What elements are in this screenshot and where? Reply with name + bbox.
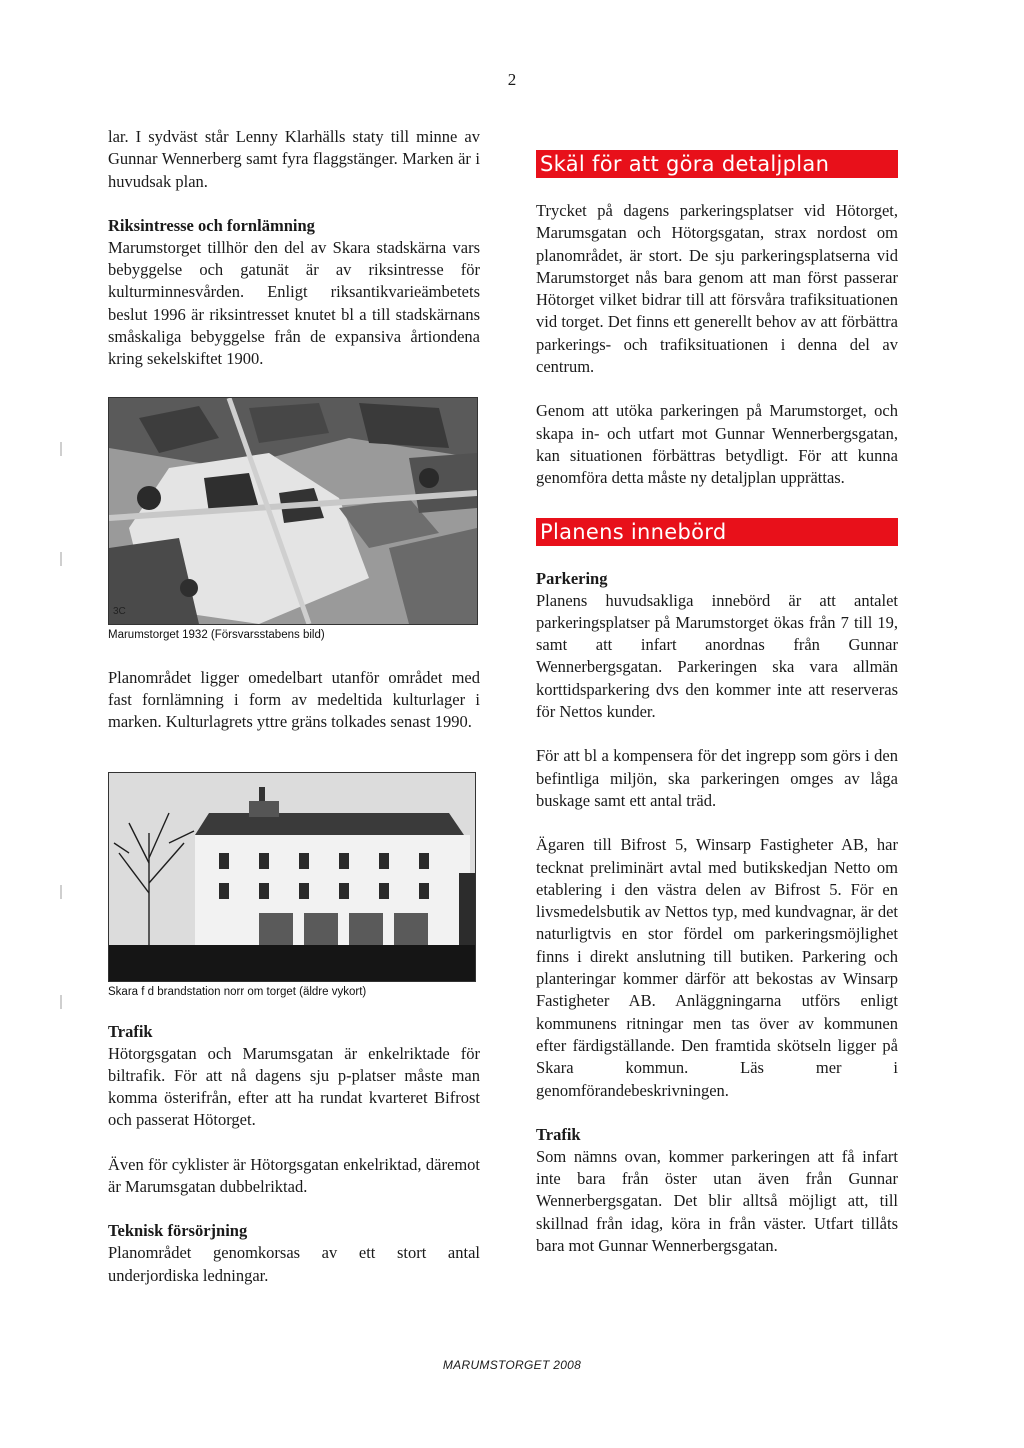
riksintresse-heading: Riksintresse och fornlämning bbox=[108, 215, 315, 235]
intro-paragraph: lar. I sydväst står Lenny Klarhälls staty till minne av Gunnar Wennerberg samt fyra flaggstänger. Marken är i huvudsak plan. bbox=[108, 127, 480, 191]
trafik-heading-right: Trafik bbox=[536, 1124, 581, 1144]
photo2-caption: Skara f d brandstation norr om torget (äldre vykort) bbox=[108, 985, 367, 998]
skal-paragraph-2: Genom att utöka parkeringen på Marumstorget, och skapa in- och utfart mot Gunnar Wennerbergsgatan, kan situationen förbättras betydligt. För att kunna genomföra detta måste ny detaljplan upprättas. bbox=[536, 401, 898, 488]
parkering-paragraph-2: För att bl a kompensera för det ingrepp som görs i den befintliga miljön, ska parkeringen omges av låga buskage samt ett antal träd. bbox=[536, 746, 898, 810]
riksintresse-paragraph: Marumstorget tillhör den del av Skara stadskärna vars bebyggelse och gatunät är av riksintresse för kulturminnesvården. Enligt riksantikvarieämbetets beslut 1996 är riksintresset knutet bl a till stadskärnans småskaliga bebyggelse från de expansiva årtiondena kring sekelskiftet 1900. bbox=[108, 237, 480, 369]
trafik-paragraph-right: Som nämns ovan, kommer parkeringen att få infart inte bara från öster utan även från Gunnar Wennerbergsgatan. Det blir alltså möjligt att, till skillnad från idag, köra in från väster. Utfart tillåts bara mot Gunnar Wennerbergsgatan. bbox=[536, 1146, 898, 1255]
parkering-heading: Parkering bbox=[536, 568, 608, 588]
footer-title: MARUMSTORGET 2008 bbox=[442, 1358, 582, 1372]
right-column bbox=[536, 150, 898, 1257]
banner-skal: Skäl för att göra detaljplan bbox=[536, 150, 898, 178]
parkering-paragraph-3: Ägaren till Bifrost 5, Winsarp Fastigheter AB, har tecknat preliminärt avtal med butikskedjan Netto om etablering i den västra delen av Bifrost 5. För en livsmedelsbutik av Nettos typ, med kundvagnar, är det naturligtvis en stor fördel om parkeringsmöjlighet finns i direkt anslutning till butiken. Parkering och planteringar kommer därför att bekostas av Winsarp Fastigheter AB. Anläggningarna utförs enligt kommunens ritningar men tas över av kommunen efter färdigställande. Den framtida skötseln ligger på Skara kommun. Läs mer i genomförandebeskrivningen. bbox=[536, 835, 898, 1100]
trafik-heading-left: Trafik bbox=[108, 1021, 153, 1041]
photo1-caption: Marumstorget 1932 (Försvarsstabens bild) bbox=[108, 628, 325, 641]
left-column bbox=[108, 126, 480, 1287]
photo-stamp: 3C bbox=[113, 605, 126, 617]
binder-mark bbox=[60, 552, 62, 566]
parkering-paragraph-1: Planens huvudsakliga innebörd är att antalet parkeringsplatser på Marumstorget ökas från 7 till 19, samt att infart anordnas från Gunnar Wennerbergsgatan. Parkeringen ska vara allmän korttidsparkering dvs den kommer inte att reserveras för Nettos kunder. bbox=[536, 590, 898, 722]
page-number: 2 bbox=[507, 70, 517, 89]
skal-paragraph-1: Trycket på dagens parkeringsplatser vid Hötorget, Marumsgatan och Hötorgsgatan, strax nordost om planområdet, är stort. De sju parkeringsplatserna vid Marumstorget nås bara genom att man först passerar Hötorget vilket bidrar till att försvåra trafiksituationen vid torget. Det finns ett generellt behov av att förbättra parkerings- och trafiksituationen i denna del av centrum. bbox=[536, 201, 898, 377]
planomradet-paragraph: Planområdet ligger omedelbart utanför området med fast fornlämning i form av medeltida kulturlager i marken. Kulturlagrets yttre gräns tolkades senast 1990. bbox=[108, 667, 480, 732]
fire-station-photo bbox=[108, 772, 476, 982]
teknisk-heading: Teknisk försörjning bbox=[108, 1221, 248, 1241]
trafik-paragraph-2: Även för cyklister är Hötorgsgatan enkelriktad, däremot är Marumsgatan dubbelriktad. bbox=[108, 1154, 480, 1197]
aerial-photo-1932 bbox=[108, 397, 478, 625]
binder-mark bbox=[60, 442, 62, 456]
binder-mark bbox=[60, 885, 62, 899]
teknisk-paragraph: Planområdet genomkorsas av ett stort antal underjordiska ledningar. bbox=[108, 1243, 480, 1285]
trafik-paragraph-1: Hötorgsgatan och Marumsgatan är enkelriktade för biltrafik. För att nå dagens sju p-platser måste man komma österifrån, efter att ha rundat kvarteret Bifrost och passerat Hötorget. bbox=[108, 1043, 480, 1130]
banner-planens-innebord: Planens innebörd bbox=[536, 518, 898, 546]
binder-mark bbox=[60, 995, 62, 1009]
